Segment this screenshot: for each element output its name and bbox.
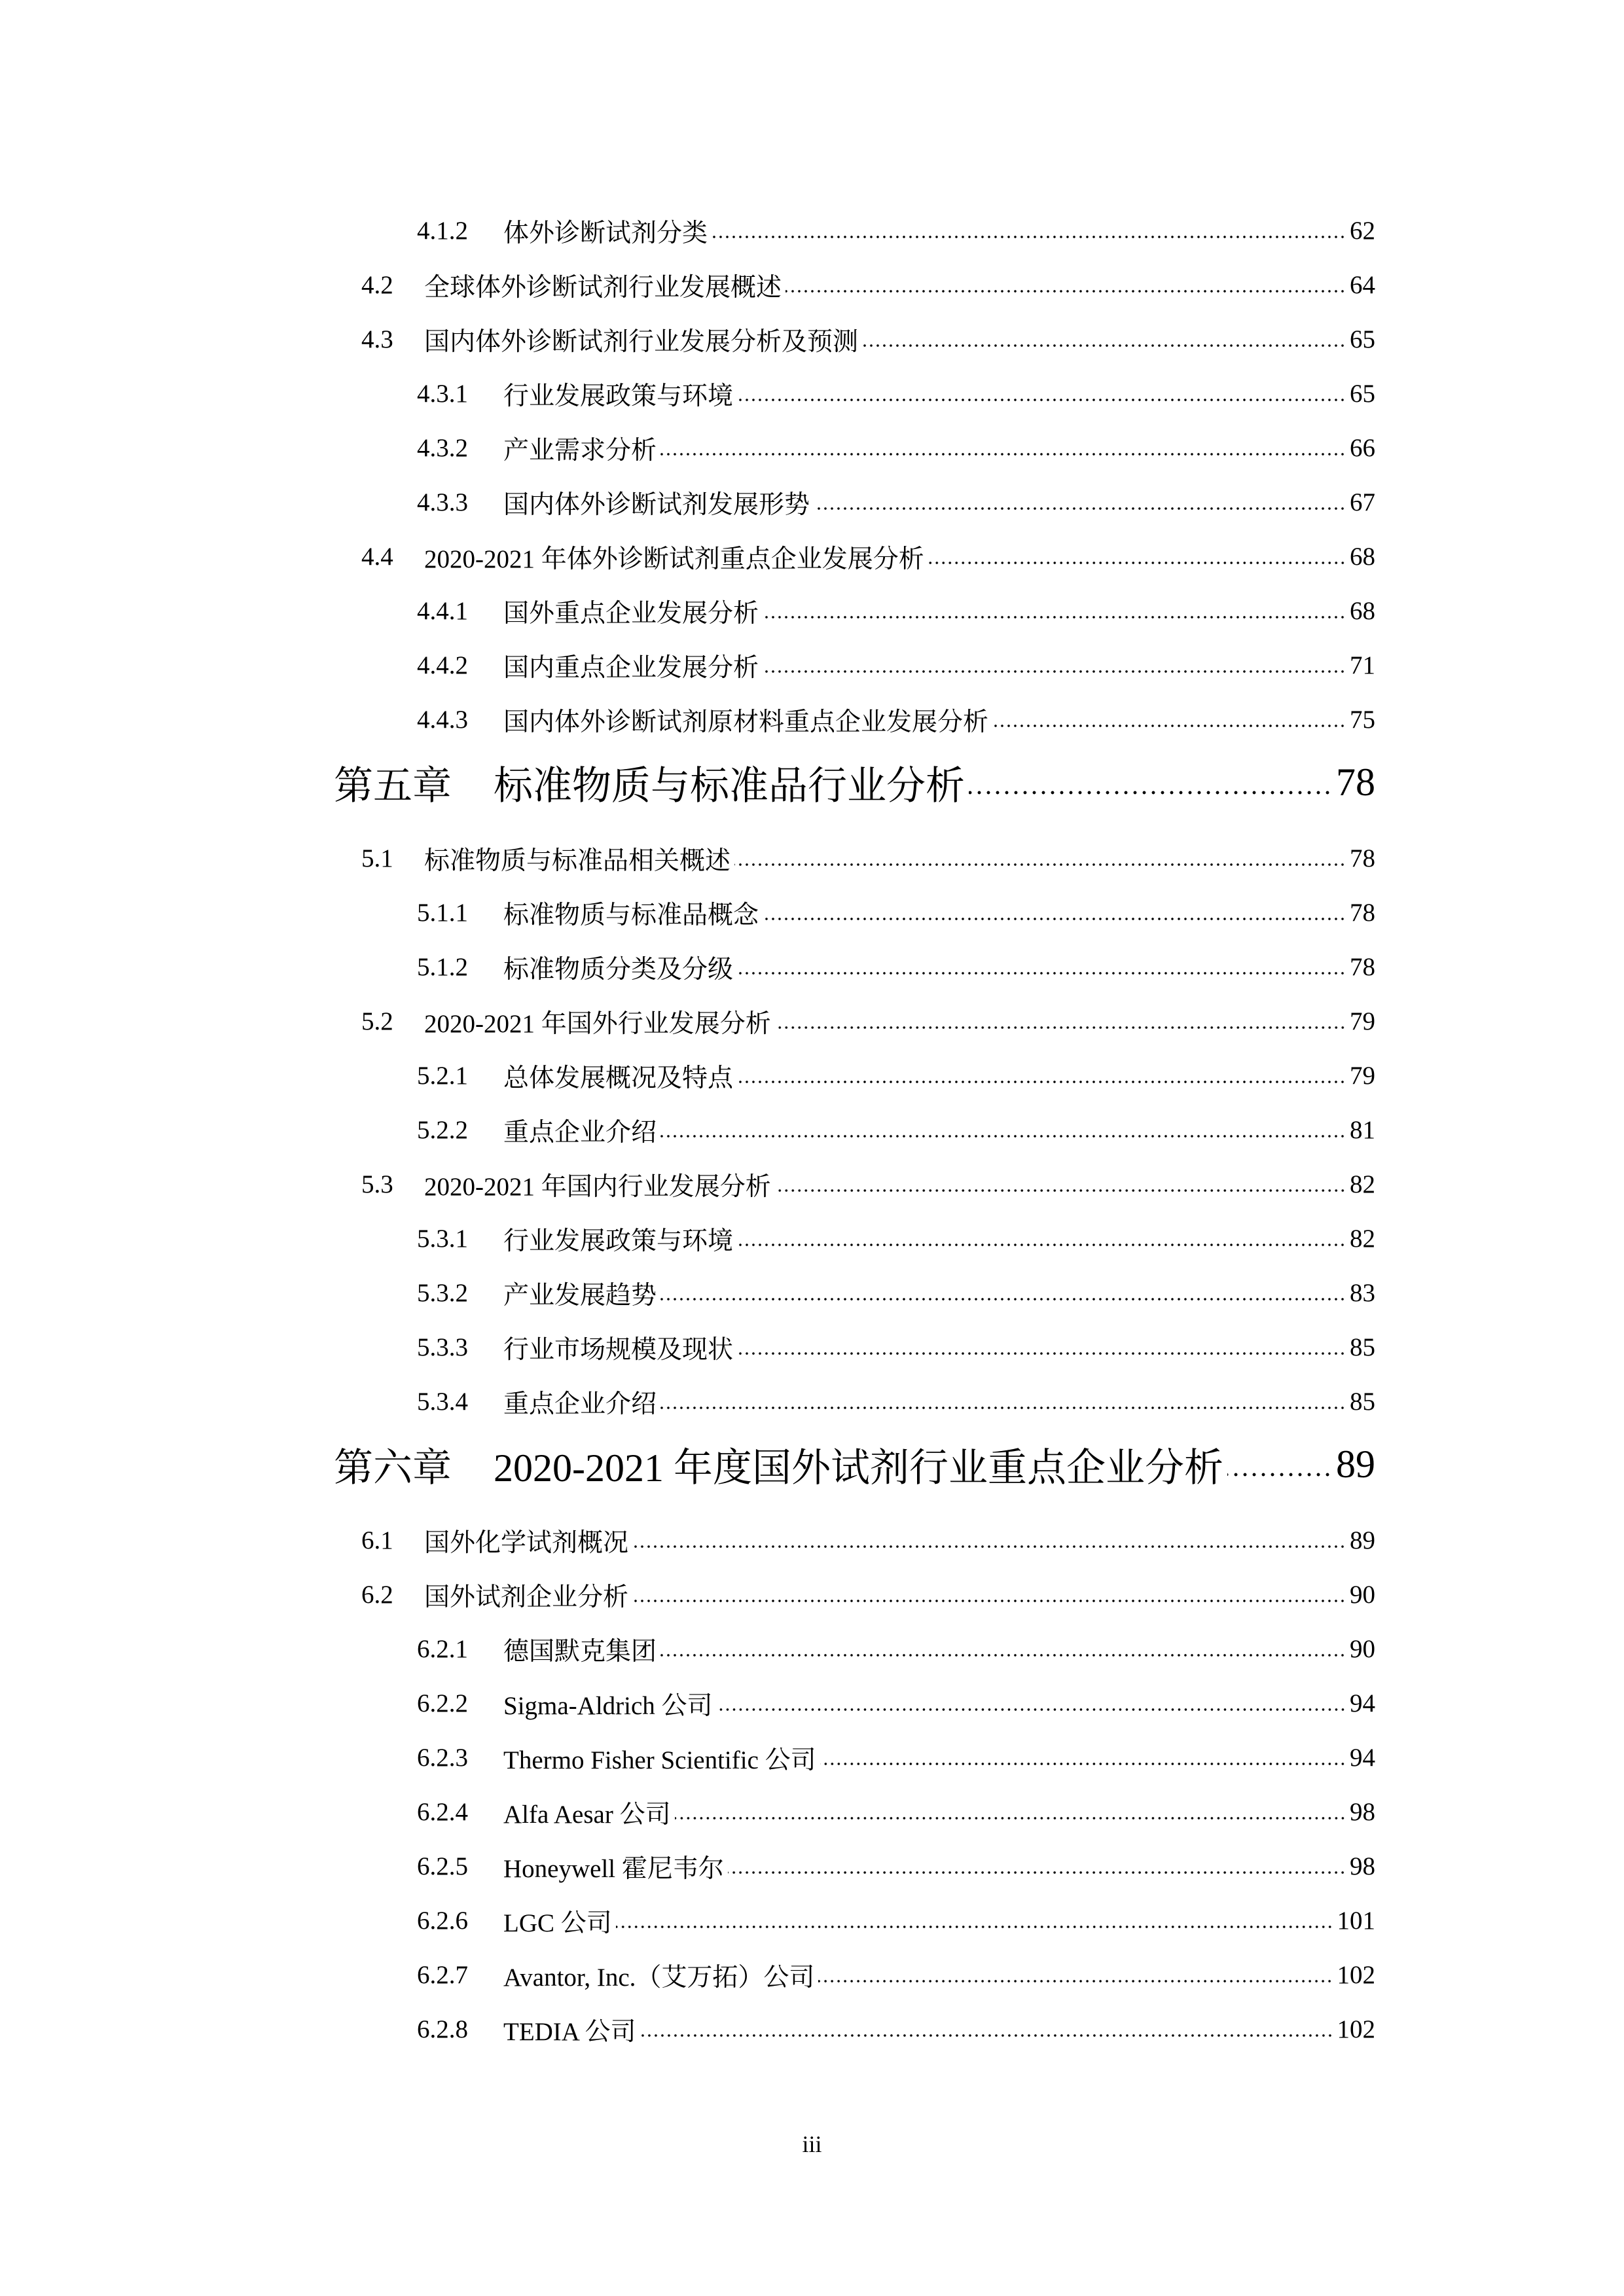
section-number: 4.3 bbox=[361, 325, 393, 353]
section-number: 4.4.3 bbox=[417, 706, 468, 734]
toc-entry[interactable] bbox=[0, 1513, 1624, 1568]
section-number: 6.2.5 bbox=[417, 1852, 468, 1880]
entry-page: 94 bbox=[1350, 1689, 1375, 1717]
toc-entry[interactable] bbox=[0, 367, 1624, 421]
dot-leader bbox=[814, 507, 1346, 511]
toc-line bbox=[503, 1622, 1375, 1676]
entry-title: 总体发展概况及特点 bbox=[503, 1064, 734, 1092]
dot-leader bbox=[660, 1653, 1346, 1657]
section-number: 6.2.2 bbox=[417, 1689, 468, 1717]
toc-line bbox=[503, 1785, 1375, 1839]
section-number: 4.4 bbox=[361, 543, 393, 571]
entry-title: 国内体外诊断试剂发展形势 bbox=[503, 490, 810, 519]
entry-title: 标准物质与标准品概念 bbox=[503, 901, 759, 929]
section-number: 4.4.1 bbox=[417, 597, 468, 625]
toc-entry[interactable] bbox=[0, 1103, 1624, 1157]
toc-line bbox=[503, 367, 1375, 421]
entry-page: 85 bbox=[1350, 1388, 1375, 1416]
dot-leader bbox=[785, 289, 1346, 293]
toc-line bbox=[503, 1049, 1375, 1103]
toc-line bbox=[503, 1839, 1375, 1893]
entry-title: 2020-2021 年体外诊断试剂重点企业发展分析 bbox=[424, 545, 924, 573]
toc-line bbox=[334, 1437, 1375, 1492]
entry-page: 102 bbox=[1337, 2015, 1375, 2043]
toc-line bbox=[424, 529, 1375, 584]
toc-line bbox=[424, 994, 1375, 1049]
toc-entry[interactable] bbox=[0, 831, 1624, 886]
toc-entry[interactable] bbox=[0, 1785, 1624, 1839]
section-number: 4.1.2 bbox=[417, 217, 468, 245]
toc-entry[interactable] bbox=[0, 1266, 1624, 1320]
toc-entry[interactable] bbox=[0, 529, 1624, 584]
entry-title: 2020-2021 年国内行业发展分析 bbox=[424, 1172, 771, 1201]
toc-line bbox=[503, 204, 1375, 258]
dot-leader bbox=[818, 1979, 1333, 1983]
toc-entry[interactable] bbox=[0, 1211, 1624, 1266]
entry-page: 89 bbox=[1350, 1526, 1375, 1554]
toc-line bbox=[503, 421, 1375, 475]
entry-page: 66 bbox=[1350, 434, 1375, 462]
entry-title: 产业需求分析 bbox=[503, 436, 657, 465]
entry-page: 81 bbox=[1350, 1116, 1375, 1144]
dot-leader bbox=[712, 235, 1346, 239]
dot-leader bbox=[632, 1599, 1346, 1603]
toc-line bbox=[424, 1513, 1375, 1568]
entry-page: 65 bbox=[1350, 325, 1375, 353]
dot-leader bbox=[820, 1762, 1346, 1766]
entry-page: 64 bbox=[1350, 271, 1375, 299]
toc-entry[interactable] bbox=[0, 204, 1624, 258]
toc-entry[interactable] bbox=[0, 2002, 1624, 2056]
entry-page: 79 bbox=[1350, 1062, 1375, 1090]
section-number: 4.4.2 bbox=[417, 651, 468, 679]
section-number: 4.3.1 bbox=[417, 380, 468, 408]
entry-title: 国外化学试剂概况 bbox=[424, 1528, 629, 1557]
toc-line bbox=[424, 831, 1375, 886]
toc-line bbox=[503, 940, 1375, 994]
dot-leader bbox=[928, 561, 1346, 565]
toc-entry[interactable] bbox=[0, 312, 1624, 367]
section-number: 6.2.4 bbox=[417, 1798, 468, 1826]
entry-title: 标准物质与标准品相关概述 bbox=[424, 846, 731, 875]
toc-entry[interactable] bbox=[0, 475, 1624, 529]
entry-title: LGC 公司 bbox=[503, 1909, 612, 1937]
entry-title: 行业发展政策与环境 bbox=[503, 1227, 734, 1255]
toc-entry[interactable] bbox=[0, 1049, 1624, 1103]
entry-page: 101 bbox=[1337, 1907, 1375, 1935]
table-of-contents bbox=[0, 204, 1624, 2056]
toc-entry[interactable] bbox=[0, 421, 1624, 475]
toc-entry[interactable] bbox=[0, 1676, 1624, 1731]
entry-title: 国内重点企业发展分析 bbox=[503, 653, 759, 682]
section-number: 6.2.3 bbox=[417, 1744, 468, 1772]
section-number: 5.1 bbox=[361, 844, 393, 872]
toc-line bbox=[503, 1374, 1375, 1429]
entry-page: 90 bbox=[1350, 1581, 1375, 1609]
section-number: 5.1.2 bbox=[417, 953, 468, 981]
toc-entry[interactable] bbox=[0, 886, 1624, 940]
toc-entry[interactable] bbox=[0, 1568, 1624, 1622]
toc-line bbox=[503, 584, 1375, 638]
dot-leader bbox=[737, 1080, 1346, 1084]
entry-title: 行业市场规模及现状 bbox=[503, 1335, 734, 1364]
section-number: 4.3.2 bbox=[417, 434, 468, 462]
dot-leader bbox=[737, 1352, 1346, 1355]
entry-page: 67 bbox=[1350, 488, 1375, 516]
section-number: 5.3.2 bbox=[417, 1279, 468, 1307]
toc-entry[interactable] bbox=[0, 1731, 1624, 1785]
section-number: 4.2 bbox=[361, 271, 393, 299]
dot-leader bbox=[737, 971, 1346, 975]
dot-leader bbox=[717, 1708, 1346, 1712]
section-number: 6.2.6 bbox=[417, 1907, 468, 1935]
toc-entry[interactable] bbox=[0, 1157, 1624, 1211]
toc-entry[interactable] bbox=[0, 1839, 1624, 1893]
toc-line bbox=[503, 1731, 1375, 1785]
entry-page: 85 bbox=[1350, 1333, 1375, 1361]
section-number: 5.2.1 bbox=[417, 1062, 468, 1090]
entry-page: 65 bbox=[1350, 380, 1375, 408]
entry-page: 71 bbox=[1350, 651, 1375, 679]
dot-leader bbox=[862, 344, 1346, 348]
toc-entry[interactable] bbox=[0, 638, 1624, 692]
toc-line bbox=[424, 1157, 1375, 1211]
entry-title: TEDIA 公司 bbox=[503, 2017, 636, 2046]
entry-title: 国外重点企业发展分析 bbox=[503, 599, 759, 628]
entry-page: 78 bbox=[1350, 899, 1375, 927]
toc-entry[interactable] bbox=[0, 692, 1624, 747]
entry-title: 标准物质与标准品行业分析 bbox=[494, 764, 965, 808]
entry-page: 83 bbox=[1350, 1279, 1375, 1307]
toc-line bbox=[424, 258, 1375, 312]
dot-leader bbox=[660, 1297, 1346, 1301]
entry-page: 75 bbox=[1350, 706, 1375, 734]
dot-leader bbox=[775, 1189, 1346, 1193]
entry-title: Honeywell 霍尼韦尔 bbox=[503, 1854, 724, 1883]
toc-line bbox=[503, 1103, 1375, 1157]
toc-line bbox=[503, 1893, 1375, 1948]
entry-page: 78 bbox=[1336, 761, 1375, 804]
dot-leader bbox=[969, 790, 1332, 795]
dot-leader bbox=[660, 452, 1346, 456]
entry-title: Sigma-Aldrich 公司 bbox=[503, 1691, 713, 1720]
entry-title: 重点企业介绍 bbox=[503, 1118, 657, 1147]
toc-entry[interactable] bbox=[0, 1374, 1624, 1429]
entry-page: 90 bbox=[1350, 1635, 1375, 1663]
page-number: iii bbox=[802, 2131, 822, 2157]
toc-line bbox=[503, 692, 1375, 747]
dot-leader bbox=[734, 863, 1346, 867]
entry-title: Alfa Aesar 公司 bbox=[503, 1800, 671, 1829]
entry-page: 68 bbox=[1350, 597, 1375, 625]
entry-page: 102 bbox=[1337, 1961, 1375, 1989]
entry-title: 国外试剂企业分析 bbox=[424, 1583, 629, 1611]
dot-leader bbox=[660, 1406, 1346, 1410]
entry-title: 行业发展政策与环境 bbox=[503, 382, 734, 410]
section-number: 4.3.3 bbox=[417, 488, 468, 516]
toc-line bbox=[503, 475, 1375, 529]
entry-title: Avantor, Inc.（艾万拓）公司 bbox=[503, 1963, 815, 1992]
section-number: 5.1.1 bbox=[417, 899, 468, 927]
toc-chapter-entry[interactable] bbox=[0, 747, 1624, 831]
section-number: 5.3.4 bbox=[417, 1388, 468, 1416]
toc-entry[interactable] bbox=[0, 584, 1624, 638]
dot-leader bbox=[775, 1026, 1346, 1030]
section-number: 6.2.7 bbox=[417, 1961, 468, 1989]
toc-entry[interactable] bbox=[0, 1622, 1624, 1676]
toc-line bbox=[503, 2002, 1375, 2056]
toc-line bbox=[503, 1320, 1375, 1374]
entry-page: 78 bbox=[1350, 844, 1375, 872]
dot-leader bbox=[616, 1925, 1333, 1929]
section-number: 6.1 bbox=[361, 1526, 393, 1554]
toc-entry[interactable] bbox=[0, 258, 1624, 312]
toc-line bbox=[424, 312, 1375, 367]
entry-page: 78 bbox=[1350, 953, 1375, 981]
toc-entry[interactable] bbox=[0, 1893, 1624, 1948]
entry-page: 82 bbox=[1350, 1225, 1375, 1253]
section-number: 6.2.8 bbox=[417, 2015, 468, 2043]
toc-entry[interactable] bbox=[0, 1948, 1624, 2002]
entry-title: 产业发展趋势 bbox=[503, 1281, 657, 1310]
dot-leader bbox=[737, 1243, 1346, 1247]
section-number: 5.3.1 bbox=[417, 1225, 468, 1253]
entry-title: 2020-2021 年度国外试剂行业重点企业分析 bbox=[494, 1446, 1223, 1490]
entry-title: 体外诊断试剂分类 bbox=[503, 219, 708, 247]
entry-title: 重点企业介绍 bbox=[503, 1390, 657, 1418]
toc-line bbox=[503, 638, 1375, 692]
entry-title: 德国默克集团 bbox=[503, 1637, 657, 1666]
dot-leader bbox=[763, 917, 1346, 921]
entry-page: 68 bbox=[1350, 543, 1375, 571]
entry-title: 2020-2021 年国外行业发展分析 bbox=[424, 1009, 771, 1038]
section-number: 5.3 bbox=[361, 1170, 393, 1198]
toc-line bbox=[424, 1568, 1375, 1622]
dot-leader bbox=[728, 1871, 1346, 1874]
toc-line bbox=[503, 1266, 1375, 1320]
dot-leader bbox=[675, 1816, 1346, 1820]
chapter-number: 第六章 bbox=[334, 1446, 452, 1490]
entry-page: 62 bbox=[1350, 217, 1375, 245]
section-number: 5.2.2 bbox=[417, 1116, 468, 1144]
toc-line bbox=[503, 1948, 1375, 2002]
entry-page: 98 bbox=[1350, 1852, 1375, 1880]
dot-leader bbox=[737, 398, 1346, 402]
entry-page: 94 bbox=[1350, 1744, 1375, 1772]
entry-title: 全球体外诊断试剂行业发展概述 bbox=[424, 273, 782, 302]
entry-title: 标准物质分类及分级 bbox=[503, 955, 734, 984]
toc-chapter-entry[interactable] bbox=[0, 1429, 1624, 1513]
dot-leader bbox=[632, 1545, 1346, 1549]
entry-page: 82 bbox=[1350, 1170, 1375, 1198]
toc-line bbox=[503, 1211, 1375, 1266]
section-number: 5.3.3 bbox=[417, 1333, 468, 1361]
section-number: 5.2 bbox=[361, 1007, 393, 1035]
toc-entry[interactable] bbox=[0, 994, 1624, 1049]
dot-leader bbox=[640, 2034, 1333, 2037]
chapter-number: 第五章 bbox=[334, 764, 452, 808]
toc-line bbox=[503, 886, 1375, 940]
toc-entry[interactable] bbox=[0, 1320, 1624, 1374]
toc-line bbox=[334, 755, 1375, 810]
dot-leader bbox=[763, 670, 1346, 673]
dot-leader bbox=[763, 615, 1346, 619]
section-number: 6.2.1 bbox=[417, 1635, 468, 1663]
dot-leader bbox=[1227, 1472, 1332, 1477]
entry-title: Thermo Fisher Scientific 公司 bbox=[503, 1746, 816, 1774]
entry-page: 98 bbox=[1350, 1798, 1375, 1826]
dot-leader bbox=[660, 1134, 1346, 1138]
section-number: 6.2 bbox=[361, 1581, 393, 1609]
entry-title: 国内体外诊断试剂行业发展分析及预测 bbox=[424, 327, 859, 356]
entry-page: 89 bbox=[1336, 1443, 1375, 1486]
toc-line bbox=[503, 1676, 1375, 1731]
entry-page: 79 bbox=[1350, 1007, 1375, 1035]
toc-entry[interactable] bbox=[0, 940, 1624, 994]
entry-title: 国内体外诊断试剂原材料重点企业发展分析 bbox=[503, 708, 989, 736]
dot-leader bbox=[992, 724, 1346, 728]
